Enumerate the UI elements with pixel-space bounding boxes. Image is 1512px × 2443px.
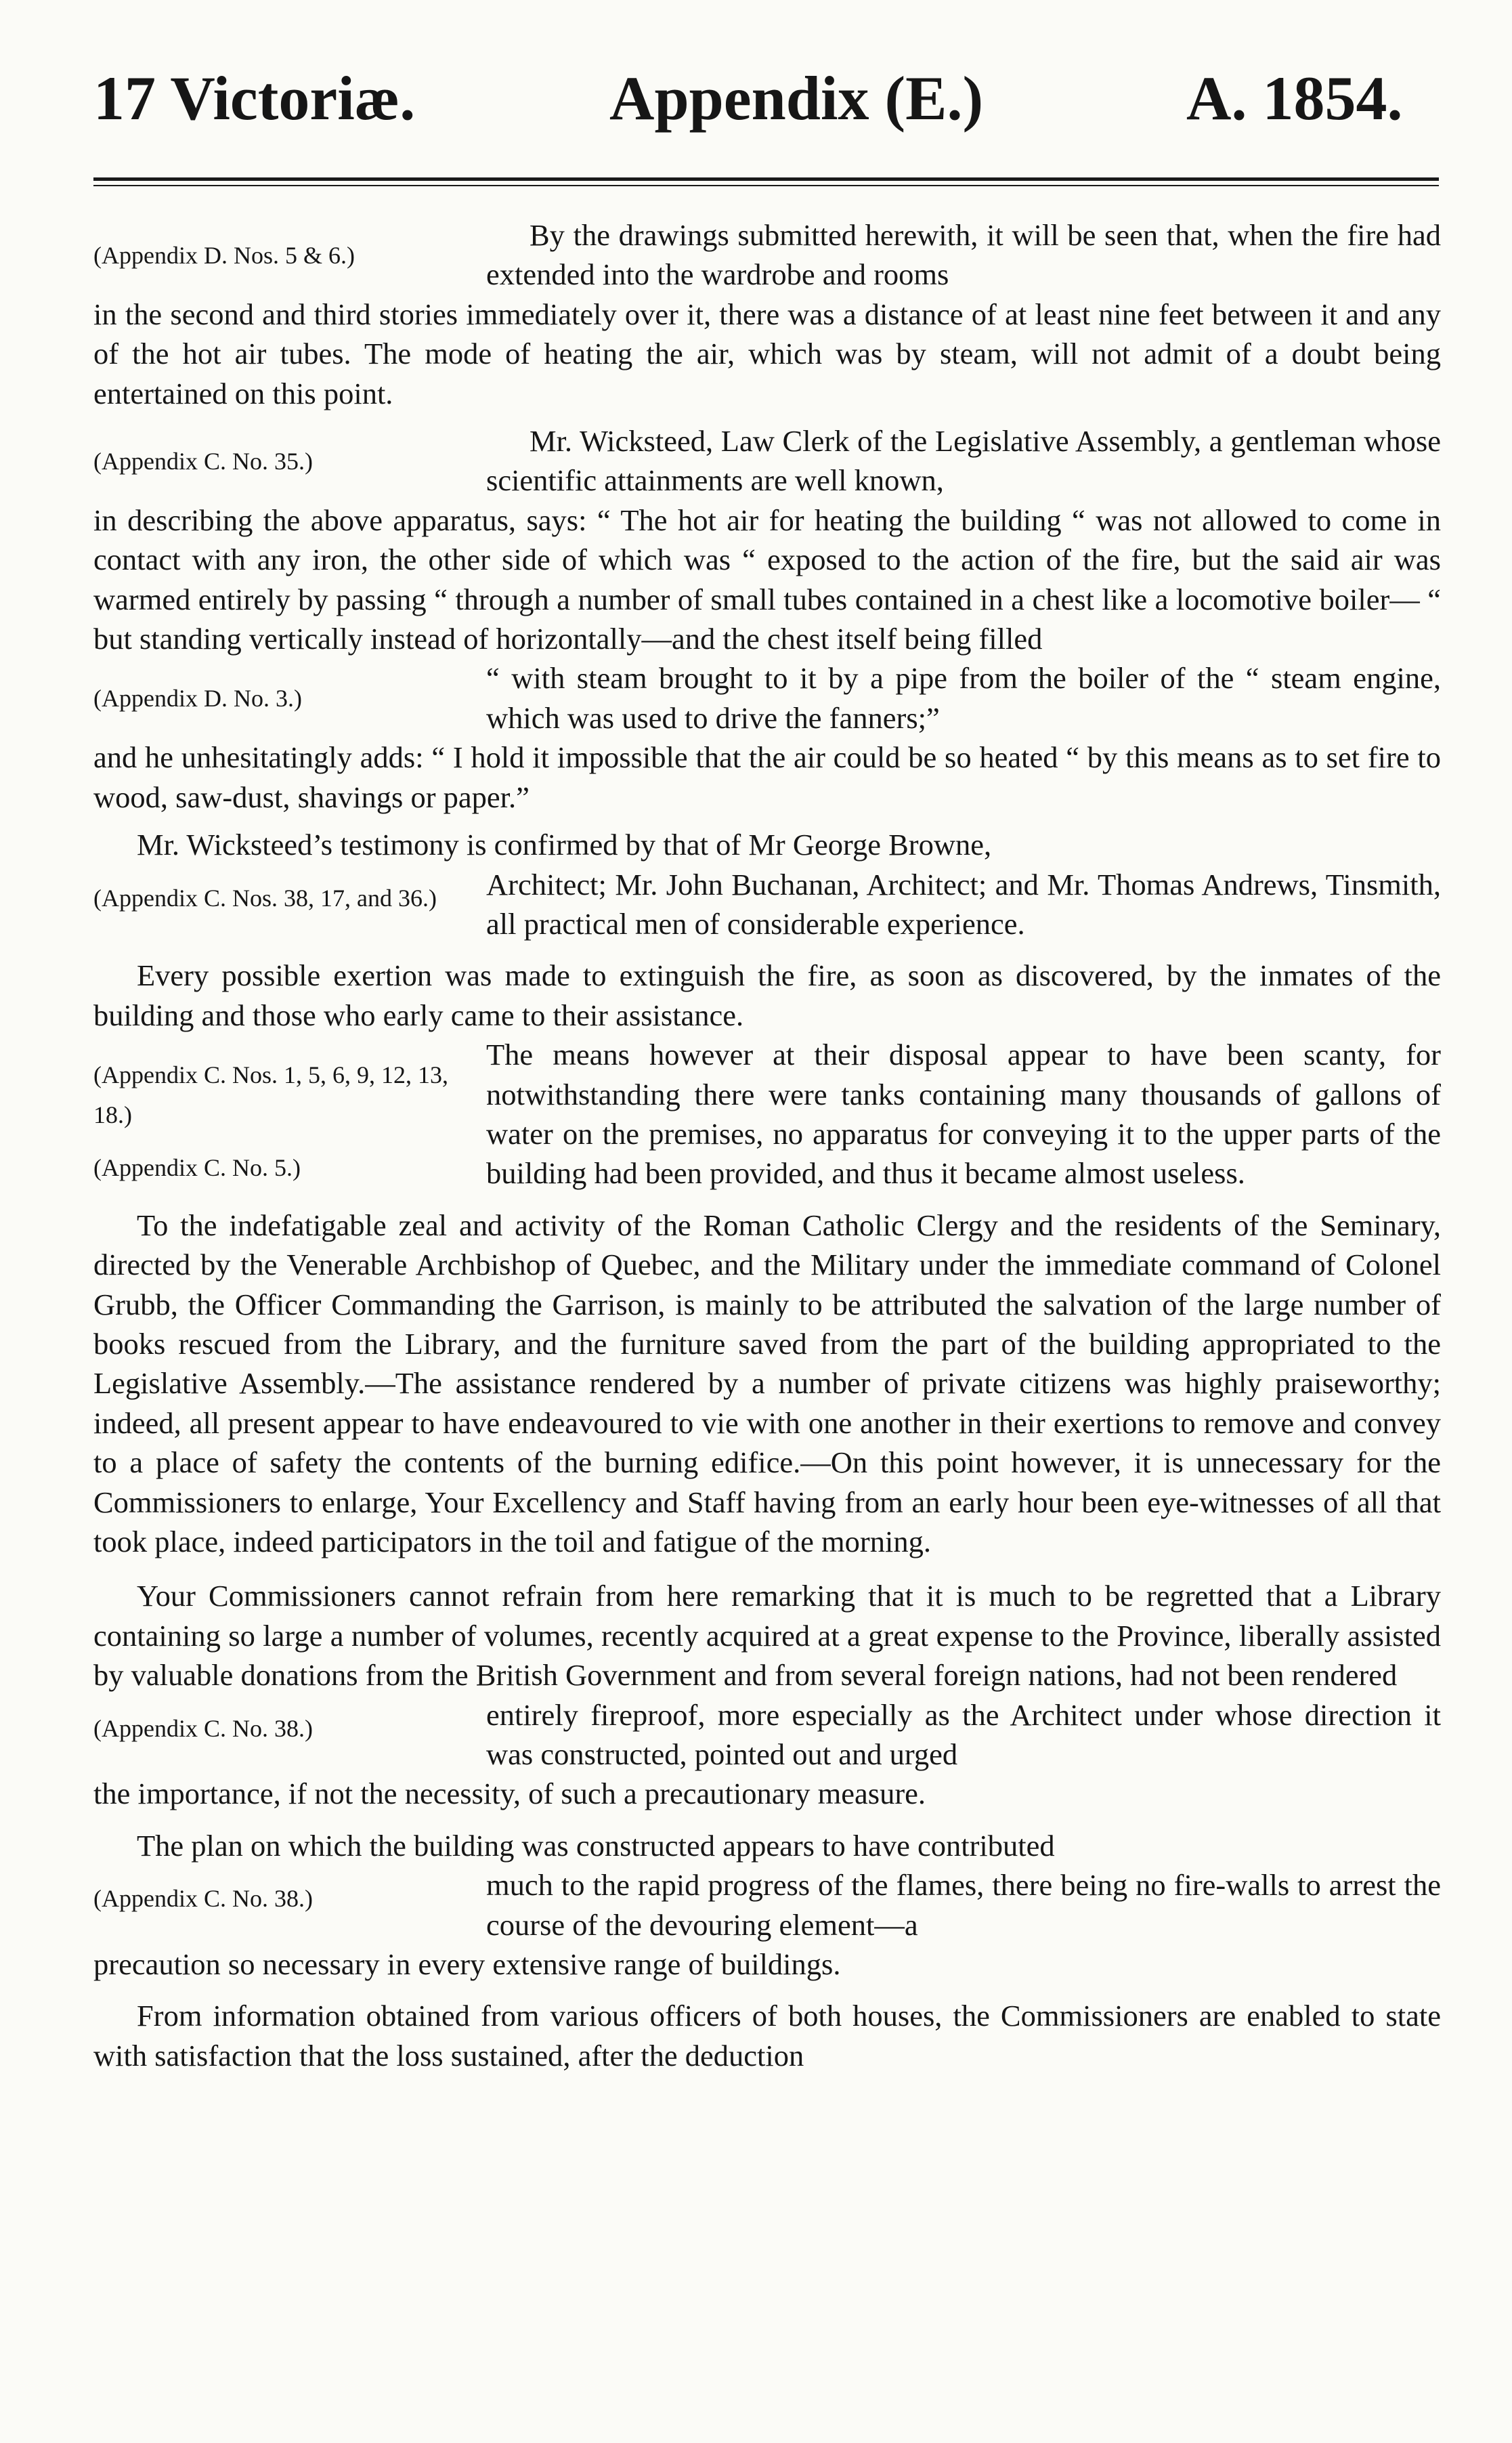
paragraph-text: The means however at their disposal appear to have been scanty, for notwithstanding there were tanks containing many thousands of gallons of water on the premises, no apparatus for conveying it to the upper parts of the building had been provided, and thus it became almost useless. xyxy=(486,1038,1441,1191)
paragraph-5: To the indefatigable zeal and activity of the Roman Catholic Clergy and the residents of the Seminary, directed by the Venerable Archbishop of Quebec, and the Military under the immediate command of Colonel Grubb, the Officer Commanding the Garrison, is mainly to be attributed the salvation of the large number of books rescued from the Library, and the furniture saved from the part of the building appropriated to the Legislative Assembly.—The assistance rendered by a number of private citizens was highly praiseworthy; indeed, all present appear to have endeavoured to vie with one another in their exertions to remove and convey to a place of safety the contents of the burning edifice.—On this point however, it is unnecessary for the Commissioners to enlarge, Your Excellency and Staff having from an early hour been eye-witnesses of all that took place, indeed participators in the toil and fatigue of the morning. xyxy=(93,1208,1441,1558)
header-year: A. 1854. xyxy=(1186,64,1403,133)
margin-note xyxy=(93,658,473,718)
paragraph-text: much to the rapid progress of the flames, there being no fire-walls to arrest the course of the devouring element—a xyxy=(486,1868,1441,1942)
paragraph-2-quote: in describing the above apparatus, says: “ The hot air for heating the building “ was not allowed to come in contact with any iron, the other side of which was “ exposed to the action of the fire, but the said air was warmed entirely by passing “ through a number of small tubes contained in a chest like a locomotive boiler— “ but standing vertically instead of horizontally—and the chest itself being filled xyxy=(93,503,1441,656)
margin-note xyxy=(93,1865,473,1918)
paragraph-6-lead: Your Commissioners cannot refrain from here remarking that it is much to be regretted that a Library containing so large a number of volumes, recently acquired at a great expense to the Province, liberally assisted by valuable donations from the British Government and from several foreign nations, had not been rendered xyxy=(93,1579,1441,1693)
paragraph-text: By the drawings submitted herewith, it will be seen that, when the fire had extended into the wardrobe and rooms xyxy=(486,218,1441,292)
header-rule-thick xyxy=(93,177,1439,181)
margin-note xyxy=(93,865,473,918)
paragraph-text: Architect; Mr. John Buchanan, Architect; and Mr. Thomas Andrews, Tinsmith, all practical men of considerable experience. xyxy=(486,867,1441,941)
paragraph-2-end: and he unhesitatingly adds: “ I hold it impossible that the air could be so heated “ by this means as to set fire to wood, saw-dust, shavings or paper.” xyxy=(93,740,1441,814)
margin-note-text: (Appendix C. No. 5.) xyxy=(93,1153,301,1181)
paragraph-3-first: Mr. Wicksteed’s testimony is confirmed by that of Mr George Browne, xyxy=(137,828,992,862)
paragraph-3-block xyxy=(93,865,1441,944)
paragraph-text: Mr. Wicksteed, Law Clerk of the Legislative Assembly, a gentleman whose scientific attainments are well known, xyxy=(486,424,1441,498)
margin-notes xyxy=(93,1035,473,1187)
header-appendix: Appendix (E.) xyxy=(609,64,984,133)
margin-note-text: (Appendix C. Nos. 38, 17, and 36.) xyxy=(93,884,437,912)
paragraph-text: entirely fireproof, more especially as the Architect under whose direction it was constructed, pointed out and urged xyxy=(486,1697,1441,1772)
paragraph-4-lead: Every possible exertion was made to extinguish the fire, as soon as discovered, by the inmates of the building and those who early came to their assistance. xyxy=(93,958,1441,1032)
paragraph-2-block xyxy=(93,421,1441,501)
page-header xyxy=(0,62,1512,137)
paragraph-6-end: the importance, if not the necessity, of such a precautionary measure. xyxy=(93,1777,926,1811)
paragraph-8: From information obtained from various officers of both houses, the Commissioners are enabled to state with satisfaction that the loss sustained, after the deduction xyxy=(93,1999,1441,2073)
margin-note-text: (Appendix C. No. 38.) xyxy=(93,1885,313,1913)
margin-note-text: (Appendix C. No. 38.) xyxy=(93,1714,313,1742)
paragraph-7-block xyxy=(93,1865,1441,1945)
paragraph-7-end: precaution so necessary in every extensive range of buildings. xyxy=(93,1947,841,1982)
margin-note-text: (Appendix C. No. 35.) xyxy=(93,448,313,475)
paragraph-4-block xyxy=(93,1035,1441,1193)
header-session: 17 Victoriæ. xyxy=(93,64,416,133)
margin-note xyxy=(93,421,473,481)
paragraph-1-rest: in the second and third stories immediately over it, there was a distance of at least nine feet between it and any of the hot air tubes. The mode of heating the air, which was by steam, will not admit of a doubt being entertained on this point. xyxy=(93,297,1441,410)
paragraph-text: “ with steam brought to it by a pipe from the boiler of the “ steam engine, which was used to drive the fanners;” xyxy=(486,661,1441,735)
document-body xyxy=(93,215,1441,2083)
margin-note xyxy=(93,215,473,275)
margin-note xyxy=(93,1695,473,1748)
paragraph-1-block xyxy=(93,215,1441,295)
margin-note-text: (Appendix D. No. 3.) xyxy=(93,685,302,713)
margin-note-text: (Appendix D. Nos. 5 & 6.) xyxy=(93,242,355,269)
paragraph-6-block xyxy=(93,1695,1441,1775)
header-rule-thin xyxy=(93,185,1439,186)
paragraph-2-block-b xyxy=(93,658,1441,738)
paragraph-7-first: The plan on which the building was constructed appears to have contributed xyxy=(137,1828,1055,1863)
margin-note-text: (Appendix C. Nos. 1, 5, 6, 9, 12, 13, 18.) xyxy=(93,1061,448,1128)
